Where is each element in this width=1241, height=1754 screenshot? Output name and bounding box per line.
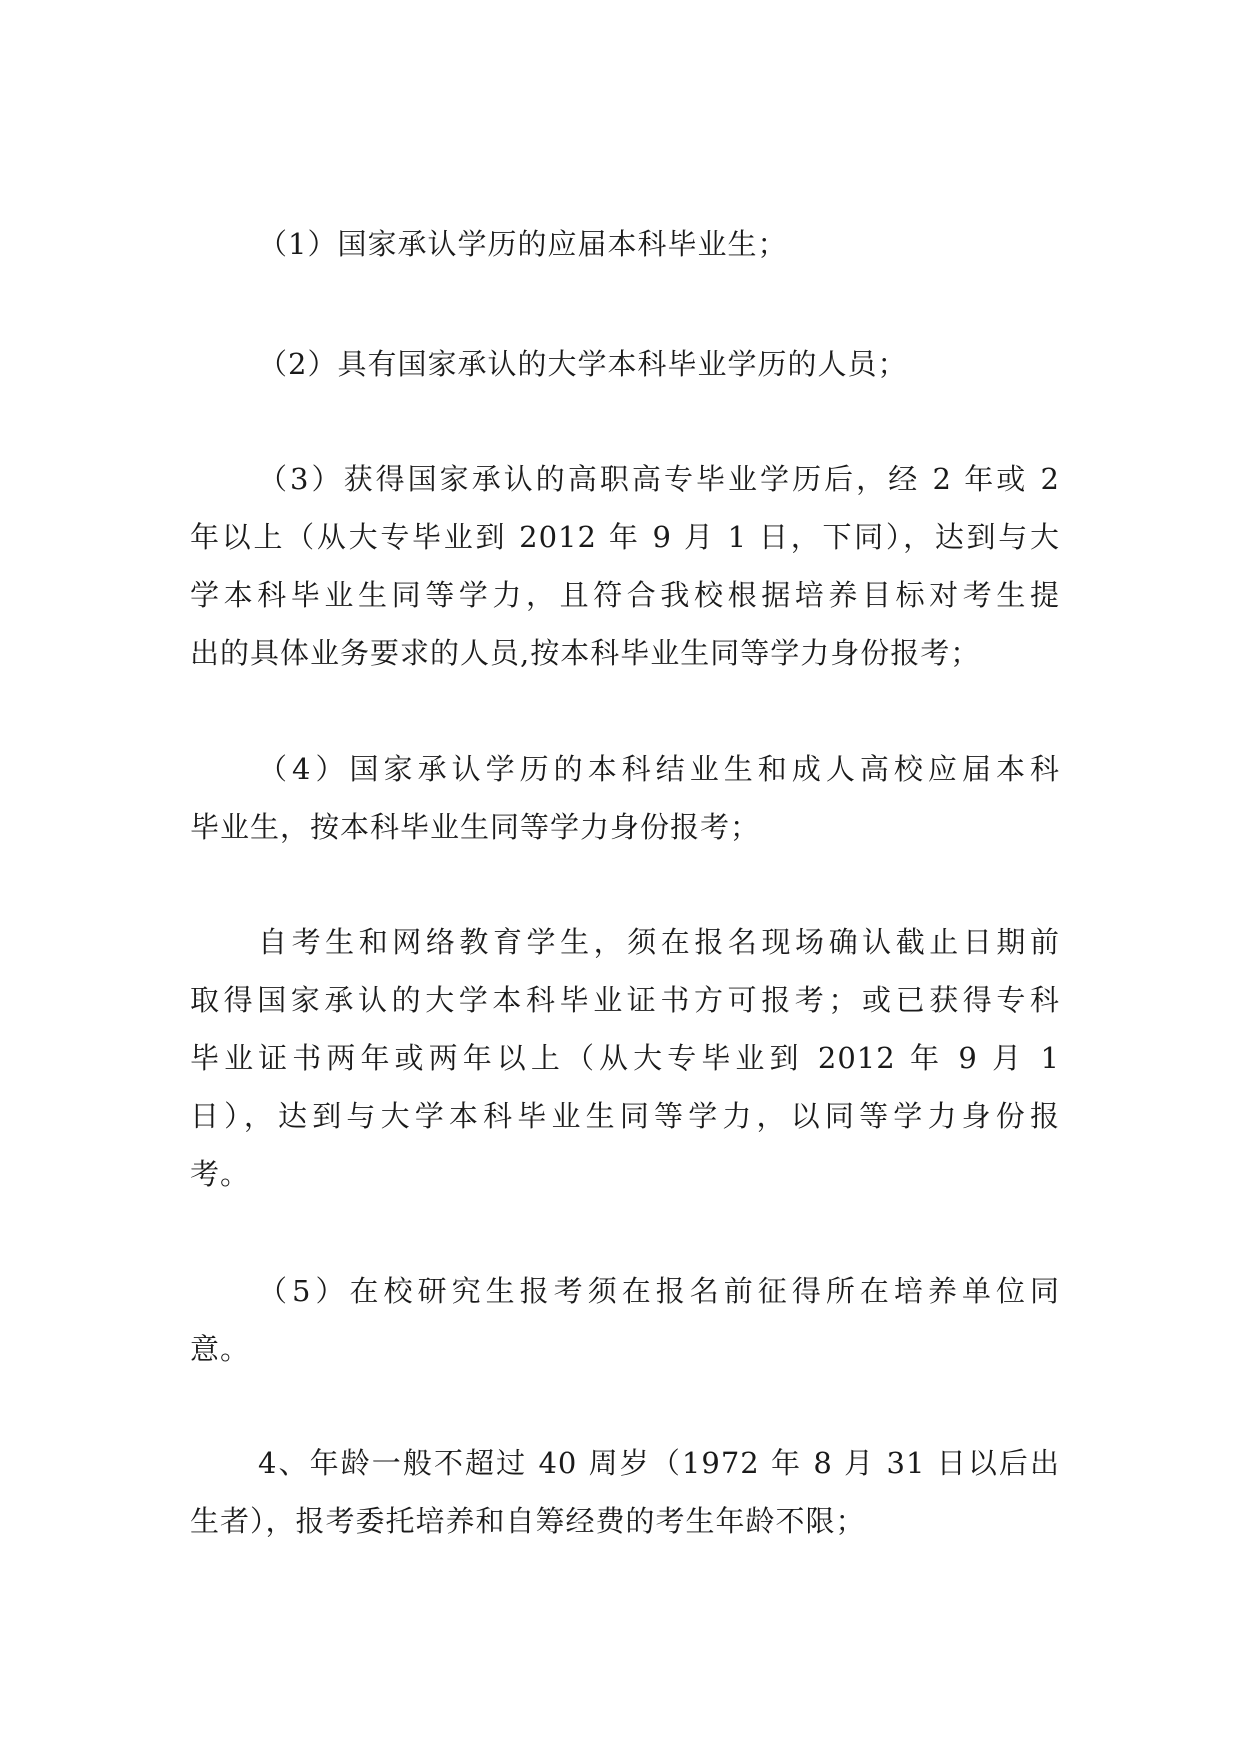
text-line: 年以上（从大专毕业到 2012 年 9 月 1 日，下同），达到与大 (190, 520, 1060, 554)
text-line: 出的具体业务要求的人员,按本科毕业生同等学力身份报考； (190, 636, 981, 670)
text-line: （1）国家承认学历的应届本科毕业生； (258, 227, 788, 261)
paragraph-age-requirement (190, 1434, 1060, 1550)
paragraph-self-study (190, 913, 1060, 1203)
text-line: 生者），报考委托培养和自筹经费的考生年龄不限； (190, 1504, 866, 1538)
text-line: （5）在校研究生报考须在报名前征得所在培养单位同 (258, 1274, 1060, 1308)
text-line: 毕业证书两年或两年以上（从大专毕业到 2012 年 9 月 1 (190, 1041, 1060, 1075)
paragraph-item-5 (190, 1262, 1060, 1378)
text-line: 4、年龄一般不超过 40 周岁（1972 年 8 月 31 日以后出 (258, 1446, 1060, 1480)
text-line: 考。 (190, 1157, 251, 1191)
text-line: 自考生和网络教育学生，须在报名现场确认截止日期前 (258, 925, 1060, 959)
paragraph-item-4 (190, 740, 1060, 856)
text-line: （3）获得国家承认的高职高专毕业学历后，经 2 年或 2 (258, 462, 1060, 496)
text-line: 日），达到与大学本科毕业生同等学力，以同等学力身份报 (190, 1099, 1060, 1133)
text-line: 意。 (190, 1332, 251, 1366)
text-line: （4）国家承认学历的本科结业生和成人高校应届本科 (258, 752, 1060, 786)
paragraph-item-1 (190, 215, 1060, 273)
paragraph-item-2 (190, 335, 1060, 393)
text-line: 毕业生，按本科毕业生同等学力身份报考； (190, 810, 761, 844)
paragraph-item-3 (190, 450, 1060, 682)
text-line: 取得国家承认的大学本科毕业证书方可报考；或已获得专科 (190, 983, 1060, 1017)
text-line: （2）具有国家承认的大学本科毕业学历的人员； (258, 347, 908, 381)
text-line: 学本科毕业生同等学力，且符合我校根据培养目标对考生提 (190, 578, 1060, 612)
